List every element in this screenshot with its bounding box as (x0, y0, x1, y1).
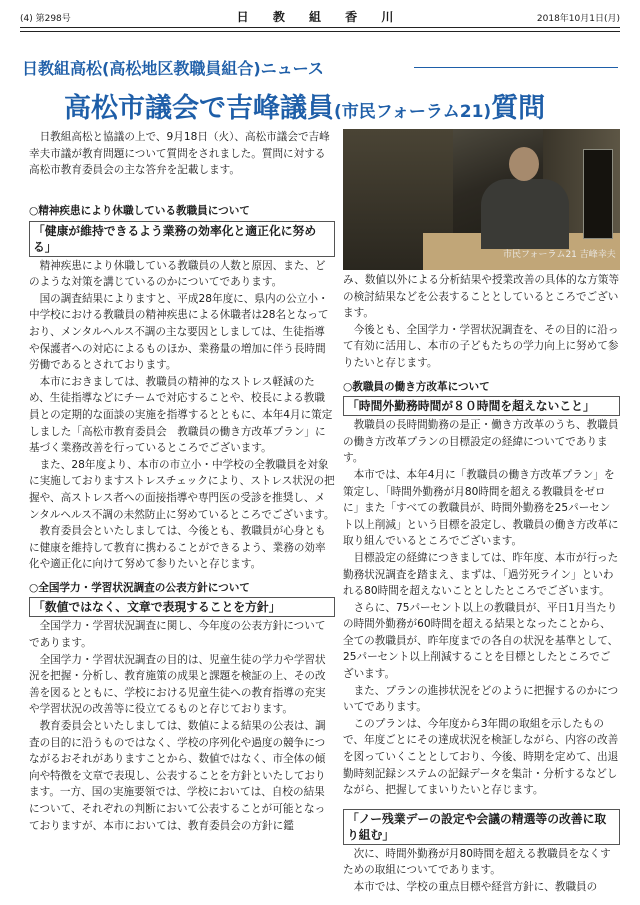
section-heading: ○教職員の働き方改革について (343, 380, 490, 393)
paragraph: さらに、75パーセント以上の教職員が、平日1月当たりの時間外勤務が60時間を超える結果となったことから、全ての教職員が、昨年度までの各自の状況を基準として、25パーセント以上削減することを目標としたところでございます。 (343, 601, 619, 681)
paragraph: また、プランの進捗状況をどのように把握するのかについてであります。 (343, 684, 619, 714)
section-heading: ○精神疾患により休職している教職員について (29, 205, 250, 217)
paragraph: 本市におきましては、教職員の精神的なストレス軽減のため、生徒指導などにチームで対応することや、校長による教職員との定期的な面談の実施を指導するとともに、本年4月に策定しました「高松市教育委員会 教職員の働き方改革プラン」に基づく業務改善を行っているところでございます。 (29, 375, 333, 455)
right-column (343, 272, 620, 896)
issue-date: 2018年10月1日(月) (536, 14, 620, 24)
running-header (20, 8, 620, 24)
paragraph: 教育委員会といたしましては、今後とも、教職員が心身ともに健康を維持して教育に携わることができるよう、業務の効率化や適正化に向けて努めて参りたいと存じます。 (29, 525, 326, 571)
paragraph: 教育委員会といたしましては、数値による結果の公表は、調査の目的に沿うものではなく、学校の序列化や過度の競争につながるおそれがありますことから、数値ではなく、市全体の傾向や特徴を文章で表現し、公表することを方針といたしております。一方、国の実施要領では、学校においては、自校の結果について、それぞれの判断において公表することが可能となっておりますが、本市においては、教育委員会の方針に鑑 (29, 720, 326, 832)
headline-sub: (市民フォーラム21) (334, 102, 492, 122)
kicker (22, 56, 622, 80)
paragraph: 目標設定の経緯につきましては、昨年度、本市が行った勤務状況調査を踏まえ、まずは、「過労死ライン」といわれる80時間を超えないこととしたところでございます。 (343, 551, 619, 598)
paragraph: み、数値以外による分析結果や授業改善の具体的な方策等の検討結果などを公表することとしているところでございます。 (343, 274, 620, 320)
paragraph: 全国学力・学習状況調査の目的は、児童生徒の学力や学習状況を把握・分析し、教育施策の成果と課題を検証の上、その改善を図るとともに、学校における児童生徒への教育指導の充実や学習状況の改善等に役立てるものと存じております。 (29, 653, 326, 716)
paragraph: このプランは、今年度から3年間の取組を示したもので、年度ごとにその達成状況を検証しながら、内容の改善を図っていくこととしており、今後、時期を定めて、出退勤時刻記録システムの記録データを集計・分析するなどしながら、把握してまいりたいと存じます。 (343, 717, 619, 797)
paragraph: 本市では、学校の重点目標や経営方針に、教職員の (353, 881, 598, 893)
issue-number: (4) 第298号 (20, 14, 71, 24)
headline (64, 86, 624, 126)
left-column (29, 196, 335, 834)
intro-block (29, 129, 335, 179)
paragraph: 今後とも、全国学力・学習状況調査を、その目的に沿って有効に活用し、本市の子どもたちの学力向上に努めて参りたいと存じます。 (343, 323, 619, 369)
section-heading: ○全国学力・学習状況調査の公表方針について (29, 581, 250, 594)
paragraph: また、28年度より、本市の市立小・中学校の全教職員を対象に実施しておりますストレスチェックにより、ストレス状況の把握や、高ストレス者への面接指導や専門医の受診を推奨し、メンタルヘルス不調の未然防止に努めているところでございます。 (29, 458, 335, 521)
header-rule-thin (20, 31, 620, 32)
paragraph: 本市では、本年4月に「教職員の働き方改革プラン」を策定し、「時間外勤務が月80時間を超える教職員をゼロに」また「すべての教職員が、時間外勤務を25パーセント以上削減」という目標を設定し、教職員の働き方改革に取り組んでいるところでございます。 (343, 468, 619, 548)
headline-main: 高松市議会で吉峰議員 (64, 93, 334, 124)
intro-text: 日教組高松と協議の上で、9月18日（火）、高松市議会で吉峰幸夫市議が教育問題について質問をされました。質問に対する高松市教育委員会の主な答弁を記載します。 (29, 131, 330, 177)
kicker-rule (414, 67, 618, 68)
header-rule (20, 27, 620, 28)
photo-caption: 市民フォーラム21 吉峰幸夫 (503, 250, 616, 260)
headline-end: 質問 (491, 93, 546, 124)
paragraph: 国の調査結果によりますと、平成28年度に、県内の公立小・中学校における教職員の精神疾患による休職者は28名となっており、メンタルヘルス不調の主な要因としましては、生徒指導や保護者への対応によるものほか、業務量の増加に伴う長時間労働であるとされております。 (29, 292, 329, 372)
section-subhead: 「数値ではなく、文章で表現することを方針」 (29, 597, 335, 617)
kicker-text: 日教組高松(高松地区教職員組合)ニュース (22, 59, 324, 78)
section-subhead: 「健康が維持できるよう業務の効率化と適正化に努める」 (29, 221, 335, 257)
council-photo (343, 129, 620, 270)
paragraph: 全国学力・学習状況調査に関し、今年度の公表方針についてであります。 (29, 620, 326, 650)
paragraph: 精神疾患により休職している教職員の人数と原因、また、どのような対策を講じているのかについてであります。 (29, 259, 326, 289)
paper-name: 日 教 組 香 川 (236, 10, 404, 24)
paragraph: 次に、時間外勤務が月80時間を超える教職員をなくすための取組についてであります。 (343, 847, 611, 877)
paragraph: 教職員の長時間勤務の是正・働き方改革のうち、教職員の働き方改革プランの目標設定の経緯についてであります。 (343, 419, 619, 465)
section-subhead: 「時間外勤務時間が８０時間を超えないこと」 (343, 396, 620, 416)
section-subhead: 「ノー残業デーの設定や会議の精選等の改善に取り組む」 (343, 809, 620, 845)
